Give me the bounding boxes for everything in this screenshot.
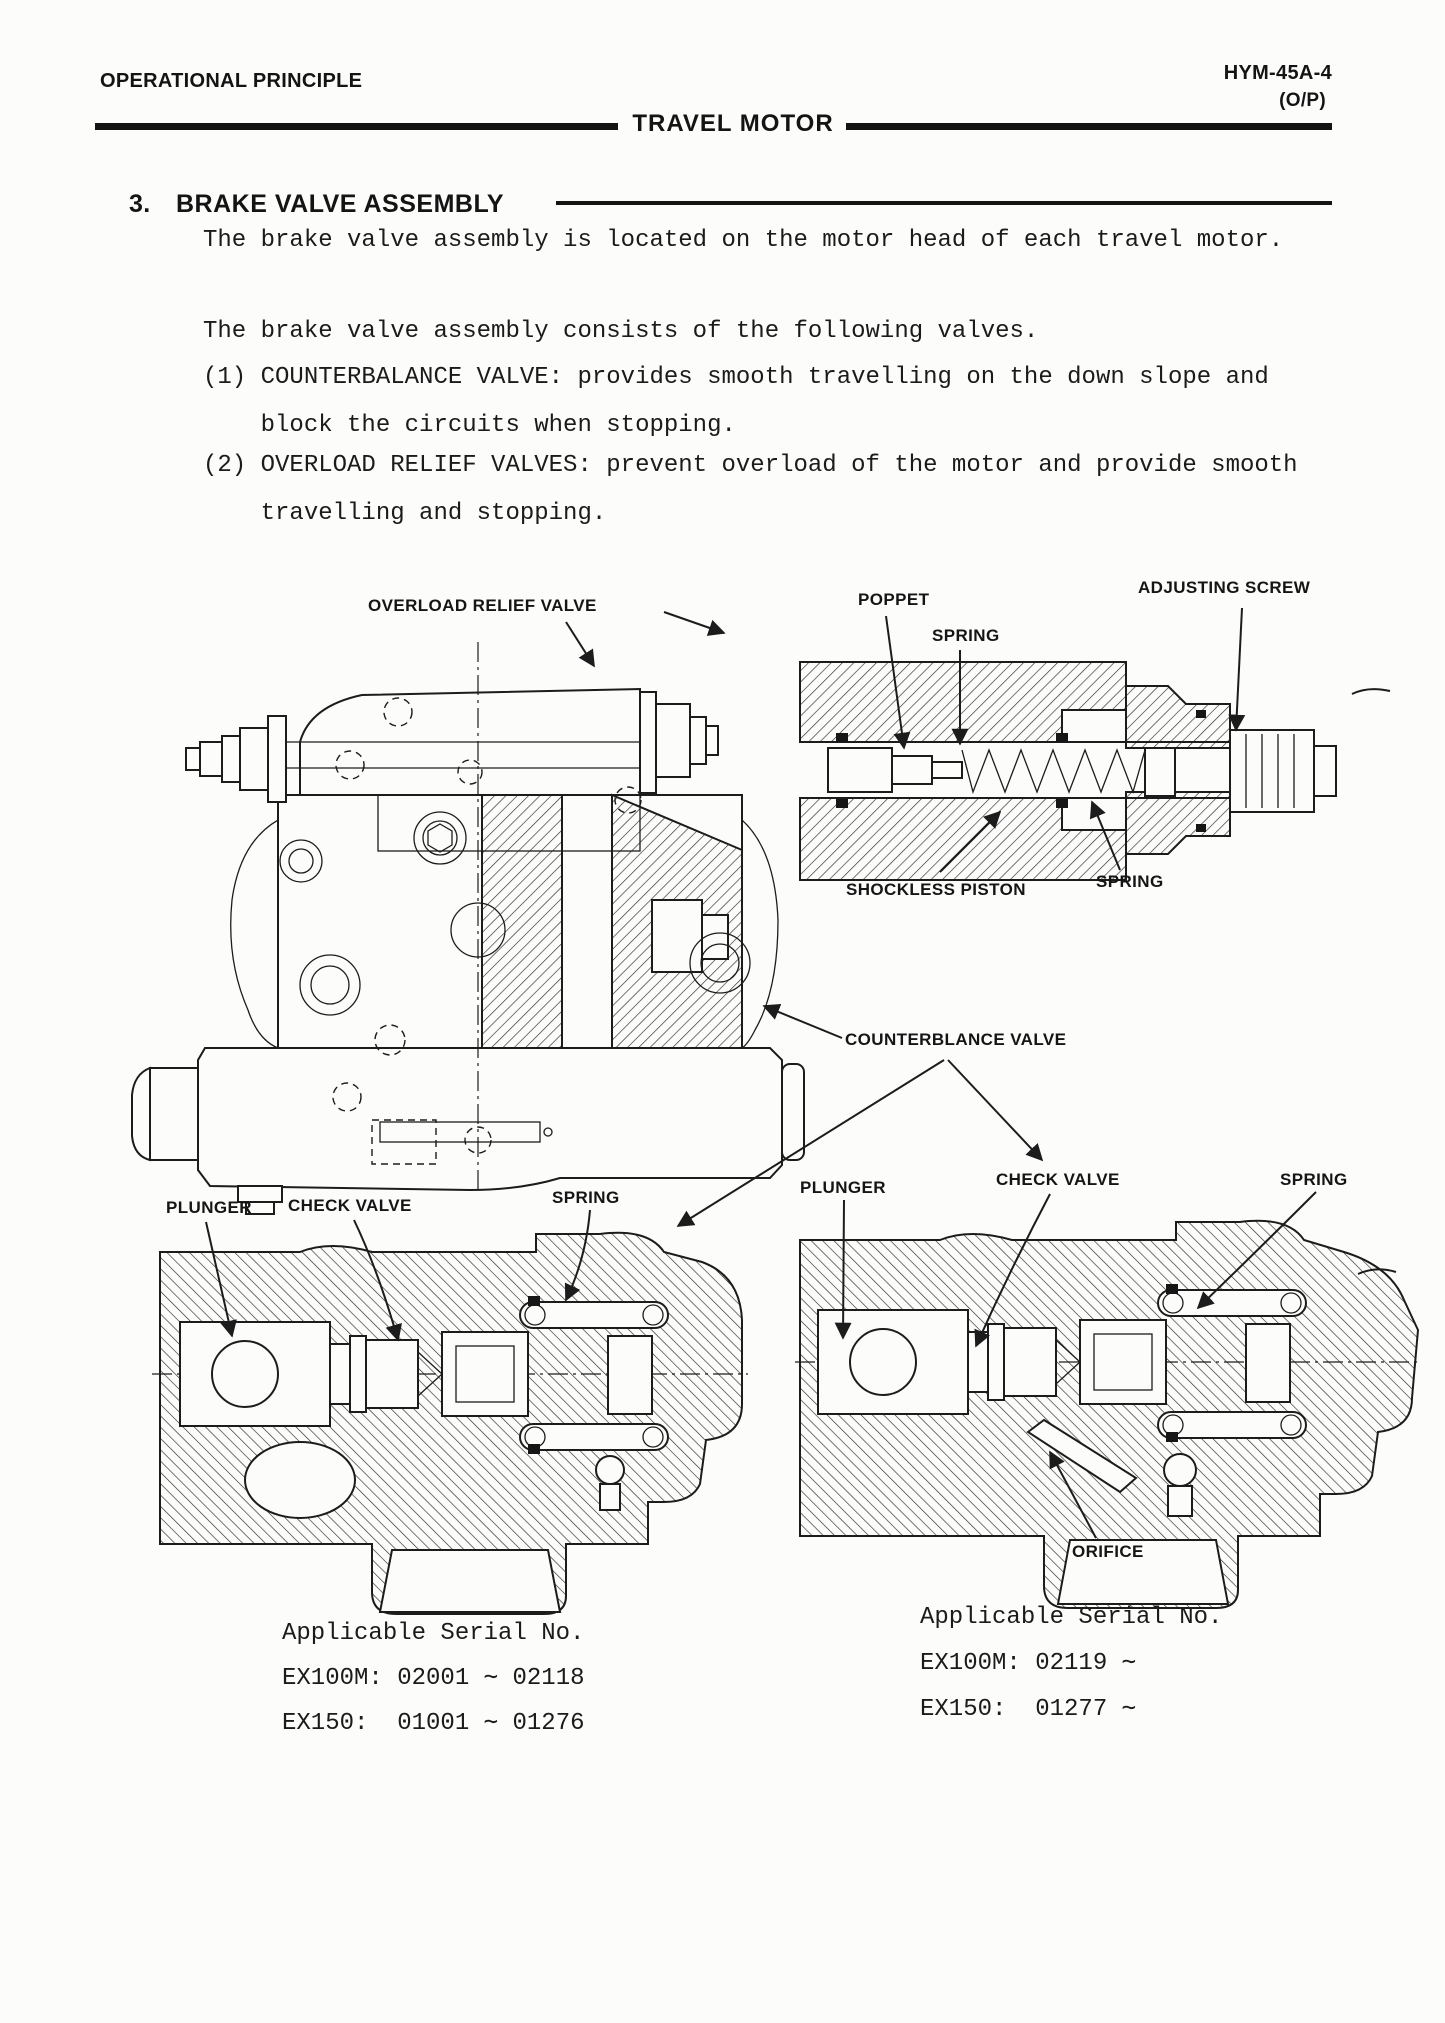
paragraph-line: block the circuits when stopping. (203, 412, 736, 439)
label-counterbalance-valve: COUNTERBLANCE VALVE (845, 1030, 1067, 1049)
paragraph-line: (2) OVERLOAD RELIEF VALVES: prevent overload of the motor and provide smooth (203, 452, 1298, 479)
paragraph-line: travelling and stopping. (203, 500, 607, 527)
label-spring-lower: SPRING (1096, 872, 1164, 891)
label-adjusting-screw: ADJUSTING SCREW (1138, 578, 1311, 597)
serial-right-title: Applicable Serial No. (920, 1604, 1223, 1631)
doc-code-sub: (O/P) (1279, 90, 1326, 111)
label-spring-bottom-right: SPRING (1280, 1170, 1348, 1189)
label-plunger-left: PLUNGER (166, 1198, 252, 1217)
serial-left-row: EX150: 01001 ∼ 01276 (282, 1710, 585, 1737)
label-spring-upper: SPRING (932, 626, 1000, 645)
label-check-valve-left: CHECK VALVE (288, 1196, 412, 1215)
serial-right-row: EX100M: 02119 ∼ (920, 1650, 1137, 1677)
paragraph-line: (1) COUNTERBALANCE VALVE: provides smooth travelling on the down slope and (203, 364, 1269, 391)
label-check-valve-right: CHECK VALVE (996, 1170, 1120, 1189)
label-plunger-right: PLUNGER (800, 1178, 886, 1197)
label-shockless-piston: SHOCKLESS PISTON (846, 880, 1026, 899)
section-number: 3. (129, 190, 151, 218)
doc-code: HYM-45A-4 (1223, 62, 1332, 84)
overload-relief-section-drawing (800, 662, 1336, 880)
label-poppet: POPPET (858, 590, 930, 609)
page-title: TRAVEL MOTOR (632, 110, 834, 137)
counterbalance-left-drawing (152, 1233, 748, 1614)
label-orifice: ORIFICE (1072, 1542, 1144, 1561)
label-spring-bottom-left: SPRING (552, 1188, 620, 1207)
header-left-title: OPERATIONAL PRINCIPLE (100, 70, 363, 92)
paragraph-line: The brake valve assembly consists of the following valves. (203, 318, 1039, 345)
paragraph-intro: The brake valve assembly is located on the motor head of each travel motor. (203, 227, 1284, 254)
serial-left-title: Applicable Serial No. (282, 1620, 585, 1647)
label-overload-relief-valve: OVERLOAD RELIEF VALVE (368, 596, 597, 615)
serial-left-row: EX100M: 02001 ∼ 02118 (282, 1665, 585, 1692)
section-title: BRAKE VALVE ASSEMBLY (176, 190, 505, 218)
serial-right-row: EX150: 01277 ∼ (920, 1696, 1137, 1723)
scan-mark (1352, 689, 1390, 694)
main-assembly-drawing (132, 642, 804, 1214)
